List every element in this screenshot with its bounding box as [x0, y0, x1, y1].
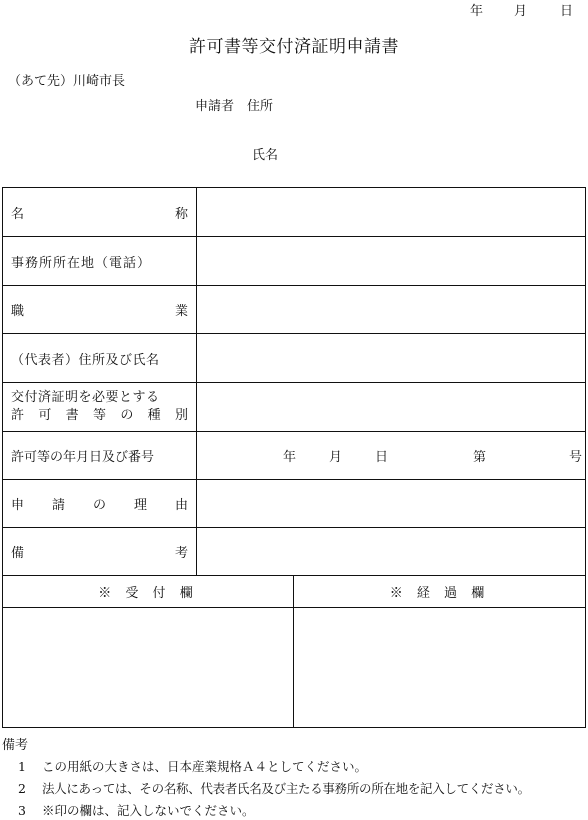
permit-number-prefix: 第: [473, 450, 487, 465]
permit-number-suffix: 号: [569, 450, 583, 465]
header-year-label: 年: [470, 4, 484, 19]
page-title: 許可書等交付済証明申請書: [189, 37, 399, 57]
addressee: （あて先）川崎市長: [8, 74, 126, 89]
note-number: 1: [18, 759, 26, 774]
form-field-name[interactable]: [197, 188, 585, 236]
form-field-reason[interactable]: [197, 480, 585, 527]
form-field-permit-type[interactable]: [197, 383, 585, 431]
form-row-reason: [3, 480, 585, 528]
form-label-name: 名 称: [3, 188, 197, 236]
form-row-permit-type: [3, 383, 585, 432]
note-number: 3: [18, 803, 26, 818]
note-text: この用紙の大きさは、日本産業規格Ａ４としてください。: [41, 759, 367, 774]
form-label-reason: 申 請 の 理 由: [3, 480, 197, 527]
note-item: [18, 757, 367, 775]
header-day-label: 日: [560, 4, 574, 19]
form-label-office-address: 事務所所在地（電話）: [3, 237, 197, 285]
progress-column-heading: ※ 経 過 欄: [389, 586, 490, 601]
form-row-occupation: [3, 286, 585, 334]
note-number: 2: [18, 781, 26, 796]
form-label-permit-date-number: 許可等の年月日及び番号: [3, 432, 197, 479]
form-row-office-address: [3, 237, 585, 286]
form-field-representative[interactable]: [197, 334, 585, 382]
form-label-occupation: 職 業: [3, 286, 197, 333]
office-use-section-header: [3, 576, 585, 608]
permit-month-unit: 月: [329, 450, 343, 465]
header-month-label: 月: [514, 4, 528, 19]
reception-column-heading: ※ 受 付 欄: [98, 586, 198, 601]
form-field-permit-date-number[interactable]: [197, 432, 585, 479]
progress-area: [294, 608, 585, 727]
note-item: [18, 801, 254, 819]
reception-area: [3, 608, 293, 727]
form-row-permit-date-number: [3, 432, 585, 480]
permit-year-unit: 年: [283, 450, 297, 465]
form-label-remarks: 備 考: [3, 528, 197, 575]
application-form-table: [2, 187, 586, 728]
note-text: 法人にあっては、その名称、代表者氏名及び主たる事務所の所在地を記入してください。: [41, 781, 530, 796]
form-row-name: [3, 188, 585, 237]
applicant-name-label: 氏名: [252, 148, 279, 163]
form-field-office-address[interactable]: [197, 237, 585, 285]
permit-day-unit: 日: [375, 450, 389, 465]
form-label-representative: （代表者）住所及び氏名: [3, 334, 197, 382]
note-text: ※印の欄は、記入しないでください。: [41, 803, 255, 818]
form-row-representative: [3, 334, 585, 383]
form-label-permit-type: 交付済証明を必要とする 許 可 書 等 の 種 別: [3, 383, 197, 431]
form-field-remarks[interactable]: [197, 528, 585, 575]
notes-heading: 備考: [2, 738, 29, 753]
applicant-address-label: 申請者 住所: [195, 99, 274, 114]
note-item: [18, 779, 530, 797]
form-field-occupation[interactable]: [197, 286, 585, 333]
form-row-remarks: [3, 528, 585, 576]
